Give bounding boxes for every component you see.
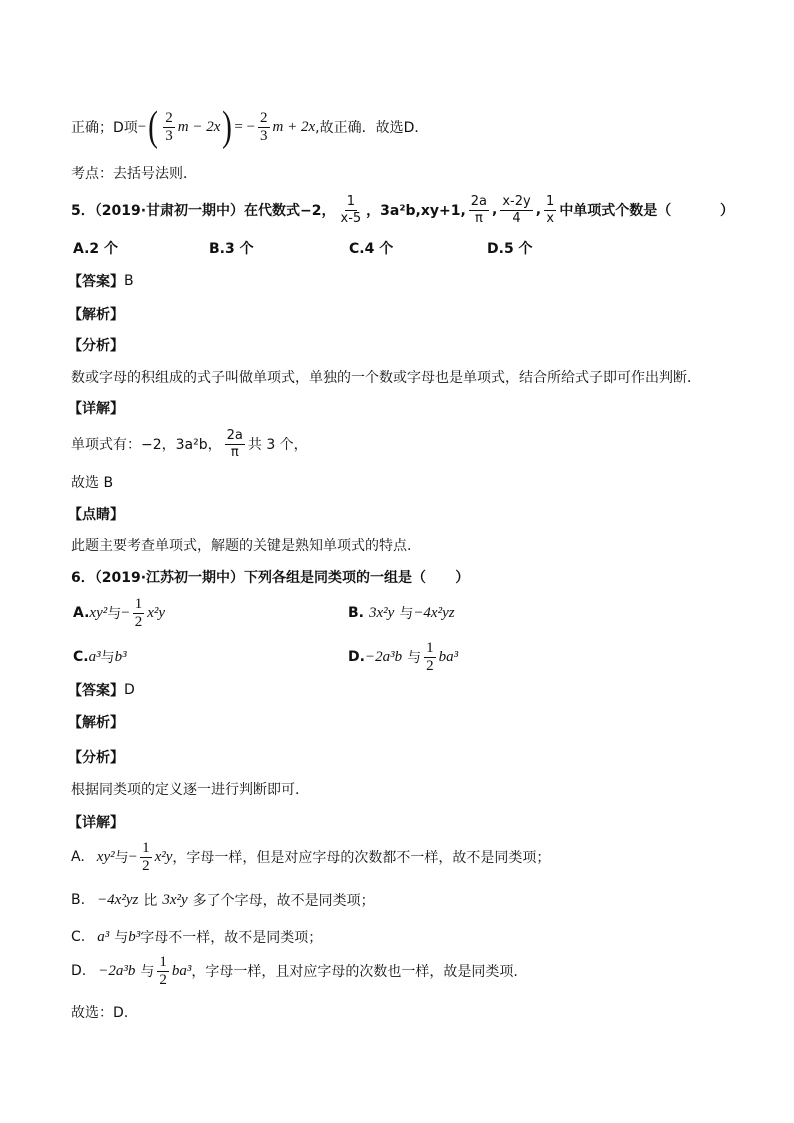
q6-option-d [348,637,458,677]
fraction [469,194,489,227]
q6-answer-line [68,680,135,700]
detail-left-expr: −2a³b [98,962,136,979]
fenxi-tag: 【分析】 [68,338,124,354]
fraction-numerator: 2 [260,109,268,126]
detail-right-expr: x²y [154,848,173,865]
detail-label: D. [71,963,87,979]
q6-detail-a [71,837,550,877]
fraction [163,110,175,145]
detail-label: C. [71,929,86,945]
q5-stem-pre: 5．（2019·甘肃初一期中）在代数式−2， [71,203,336,219]
xiangjie-tag: 【详解】 [68,815,124,831]
q5-answer: B [124,273,134,289]
q5-detail-post: 共 3 个， [247,437,308,453]
detail-left-expr: xy² [96,848,115,865]
option-right-expr: ba³ [438,648,459,665]
q5-conclusion-line [71,472,113,492]
q5-stem [71,188,734,232]
detail-conj: 比 [143,893,158,909]
q5-jiexi-line [68,304,124,324]
q5-detail-line [71,422,308,466]
fraction-denominator: π [474,210,483,226]
fraction-denominator: 2 [159,971,167,988]
detail-right-expr: b³ [128,928,141,945]
fraction-numerator: x-2y [502,193,531,209]
detail-sign: − [128,848,138,865]
option-label: A. [73,605,90,621]
fraction [500,194,532,227]
q6-fenxi-text-line [71,779,299,799]
q5-fenxi-text-line [71,367,701,387]
fraction-numerator: 1 [134,595,143,612]
answer-tag: 【答案】 [68,683,124,699]
option-conj: 与 [107,606,122,622]
fraction-denominator: x-5 [340,210,362,226]
q5-dianjing-text: 此题主要考查单项式，解题的关键是熟知单项式的特点. [71,538,412,554]
q6-conclusion-line [71,1002,128,1022]
q5-comma: , [492,202,498,218]
fraction-denominator: x [546,210,555,226]
fraction-denominator: 2 [134,613,143,630]
detail-label: A. [71,849,85,865]
fraction [424,640,436,675]
kaodian-text: 考点：去括号法则． [71,166,197,182]
q5-dianjing-line [68,504,124,524]
q6-stem-text: 6．（2019·江苏初一期中）下列各组是同类项的一组是（ ） [71,570,470,586]
fraction-numerator: 2a [470,193,488,209]
q6-fenxi-text: 根据同类项的定义逐一进行判断即可. [71,782,300,798]
option-conj: 与 [100,650,115,666]
option-conj: 与 [399,606,414,622]
detail-text: ，字母一样，且对应字母的次数也一样，故是同类项. [191,964,518,980]
fraction-numerator: 2a [226,427,243,443]
prev-text-post: ,故正确．故选D． [315,120,429,136]
fraction-numerator: 1 [346,193,355,209]
q6-options-row-1 [0,593,794,633]
detail-text: 多了个字母，故不是同类项； [192,893,375,909]
detail-right-expr: 3x²y [162,891,188,908]
fraction [339,194,364,227]
detail-left-expr: a³ [97,928,110,945]
q5-answer-line [68,271,134,291]
option-left-expr: 3x²y [369,604,395,621]
kaodian-line [71,163,197,183]
fraction-numerator: 1 [142,839,150,856]
option-right-expr: b³ [114,648,127,665]
detail-label: B. [71,892,86,908]
fraction [544,194,556,227]
jiexi-tag: 【解析】 [68,307,124,323]
q5-option-d: D.5 个 [487,241,533,257]
fraction [225,428,245,461]
fraction-denominator: 2 [426,657,434,674]
option-label: D. [348,649,365,665]
left-paren: ( [148,104,159,150]
option-left-expr: xy² [89,604,108,621]
answer-tag: 【答案】 [68,274,124,290]
right-paren: ) [222,104,233,150]
q6-option-a [73,593,165,633]
option-label: C. [73,649,89,665]
q6-options-row-2 [0,637,794,677]
q5-xiangjie-line [68,398,124,418]
q6-detail-b [71,890,375,910]
option-left-expr: a³ [88,648,101,665]
q5-fenxi-line [68,335,124,355]
q6-answer: D [124,682,135,698]
jiexi-tag: 【解析】 [68,715,124,731]
q5-option-b: B.3 个 [209,241,254,257]
q5-stem-post: 中单项式个数是（ ） [559,203,735,219]
q5-comma: , [535,202,542,218]
fraction [157,954,169,989]
q6-conclusion: 故选：D. [71,1005,129,1021]
fraction-numerator: 1 [159,953,167,970]
q5-stem-mid: ，3a²b,xy+1, [366,203,466,219]
q6-detail-c [71,927,322,947]
q6-option-c [73,637,127,677]
fraction-numerator: 1 [426,639,434,656]
option-right-expr: −4x²yz [413,604,455,621]
prev-text-pre: 正确；D项 [71,120,138,136]
fraction-numerator: 1 [546,193,555,209]
detail-conj: 与 [114,930,129,946]
option-label: B. [348,605,364,621]
prev-inner-expr: m − 2x [177,118,221,135]
fraction-denominator: 3 [260,127,268,144]
q5-options [0,238,794,258]
fenxi-tag: 【分析】 [68,750,124,766]
q6-stem [71,567,469,587]
q5-detail-pre: 单项式有：−2，3a²b， [71,437,222,453]
fraction-denominator: 2 [142,857,150,874]
fraction-denominator: 4 [512,210,521,226]
q6-jiexi-line [68,712,124,732]
q5-fenxi-text: 数或字母的积组成的式子叫做单项式，单独的一个数或字母也是单项式，结合所给式子即可作出判断． [71,370,701,386]
q5-option-c: C.4 个 [349,241,394,257]
prev-equals: = − [234,118,256,135]
q5-option-a: A.2 个 [73,241,119,257]
fraction [133,596,145,631]
prev-rhs-expr: m + 2x [272,118,316,135]
detail-conj: 与 [114,850,129,866]
q6-xiangjie-line [68,812,124,832]
q5-dianjing-text-line [71,535,411,555]
q6-option-b [348,593,455,633]
dianjing-tag: 【点睛】 [68,507,124,523]
fraction-numerator: 2 [165,109,173,126]
detail-conj: 与 [140,964,155,980]
q6-detail-d [71,951,518,991]
fraction-denominator: 3 [165,127,173,144]
q5-conclusion: 故选 B [71,475,114,491]
option-left-expr: −2a³b [364,648,403,665]
xiangjie-tag: 【详解】 [68,401,124,417]
fraction-denominator: π [230,444,239,460]
fraction [258,110,270,145]
prev-answer-line [71,105,428,149]
prev-minus: − [137,118,147,135]
detail-text: 字母不一样，故不是同类项； [140,930,323,946]
q6-fenxi-line [68,747,124,767]
fraction [140,840,152,875]
detail-left-expr: −4x²yz [97,891,139,908]
option-sign: − [121,604,130,621]
option-conj: 与 [407,650,422,666]
option-right-expr: x²y [147,604,166,621]
detail-right-expr: ba³ [171,962,192,979]
detail-text: ，字母一样，但是对应字母的次数都不一样，故不是同类项； [172,850,551,866]
